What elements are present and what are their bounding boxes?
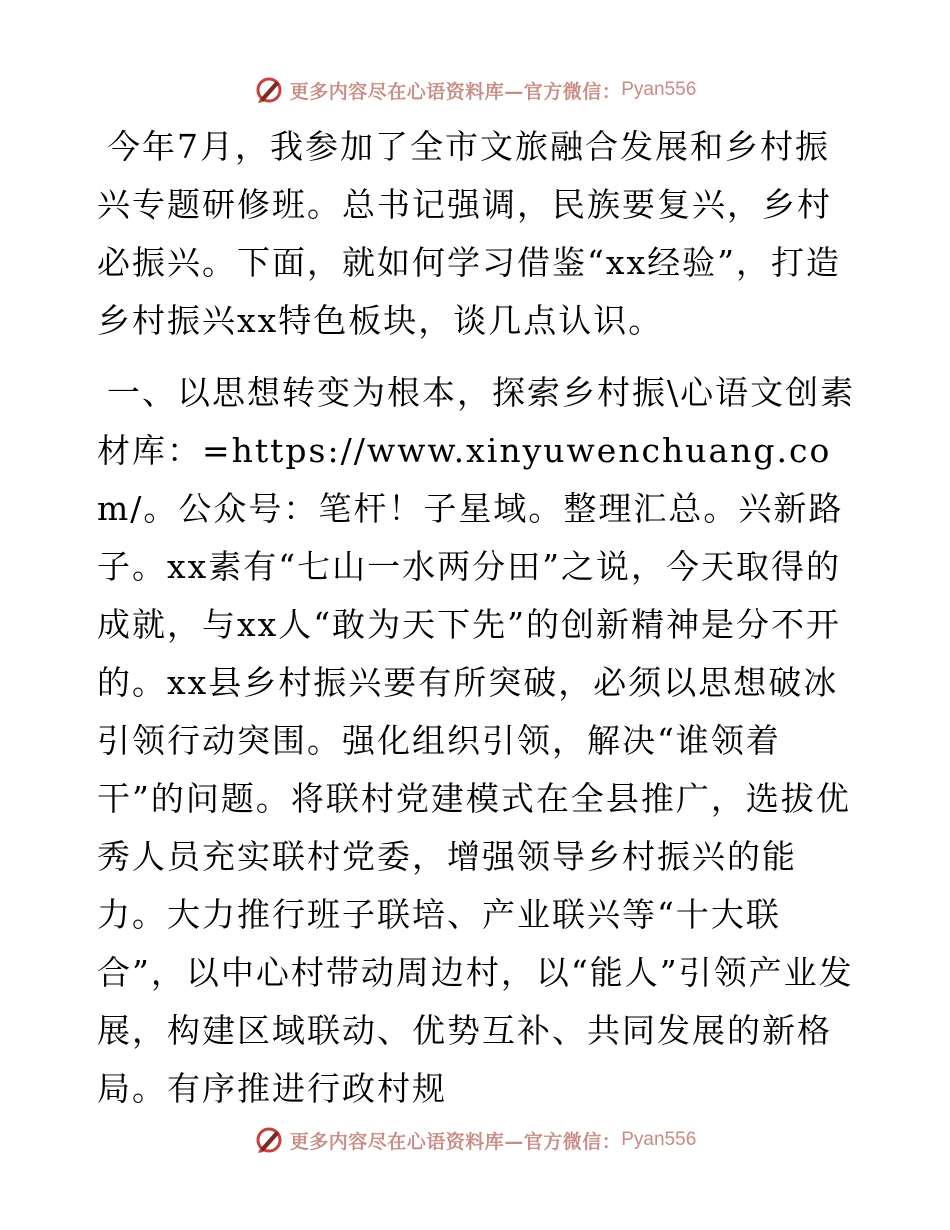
header-banner-text: 更多内容尽在心语资料库—官方微信： bbox=[289, 80, 622, 103]
footer-banner bbox=[0, 1120, 950, 1160]
header-banner-contact: Pyan556 bbox=[621, 79, 697, 100]
footer-banner-text: 更多内容尽在心语资料库—官方微信： bbox=[289, 1130, 622, 1153]
footer-banner-contact: Pyan556 bbox=[621, 1129, 697, 1150]
document-body bbox=[97, 118, 857, 1118]
paragraph-section-one: 一、以思想转变为根本，探索乡村振\心语文创素材库：=https://www.xinyuwenchuang.com/。公众号：笔杆！子星域。整理汇总。兴新路子。xx素有“七山一水两分田”之说，今天取得的成就，与xx人“敢为天下先”的创新精神是分不开的。xx县乡村振兴要有所突破，必须以思想破冰引领行动突围。强化组织引领，解决“谁领着干”的问题。将联村党建模式在全县推广，选拔优秀人员充实联村党委，增强领导乡村振兴的能力。大力推行班子联培、产业联兴等“十大联合”，以中心村带动周边村，以“能人”引领产业发展，构建区域联动、优势互补、共同发展的新格局。有序推进行政村规 bbox=[97, 373, 856, 1108]
header-banner bbox=[0, 70, 950, 110]
pen-in-circle-logo-icon bbox=[254, 1125, 284, 1155]
paragraph-intro: 今年7月，我参加了全市文旅融合发展和乡村振兴专题研修班。总书记强调，民族要复兴，乡村必振兴。下面，就如何学习借鉴“xx经验”，打造乡村振兴xx特色板块，谈几点认识。 bbox=[97, 127, 841, 340]
pen-in-circle-logo-icon bbox=[254, 75, 284, 105]
